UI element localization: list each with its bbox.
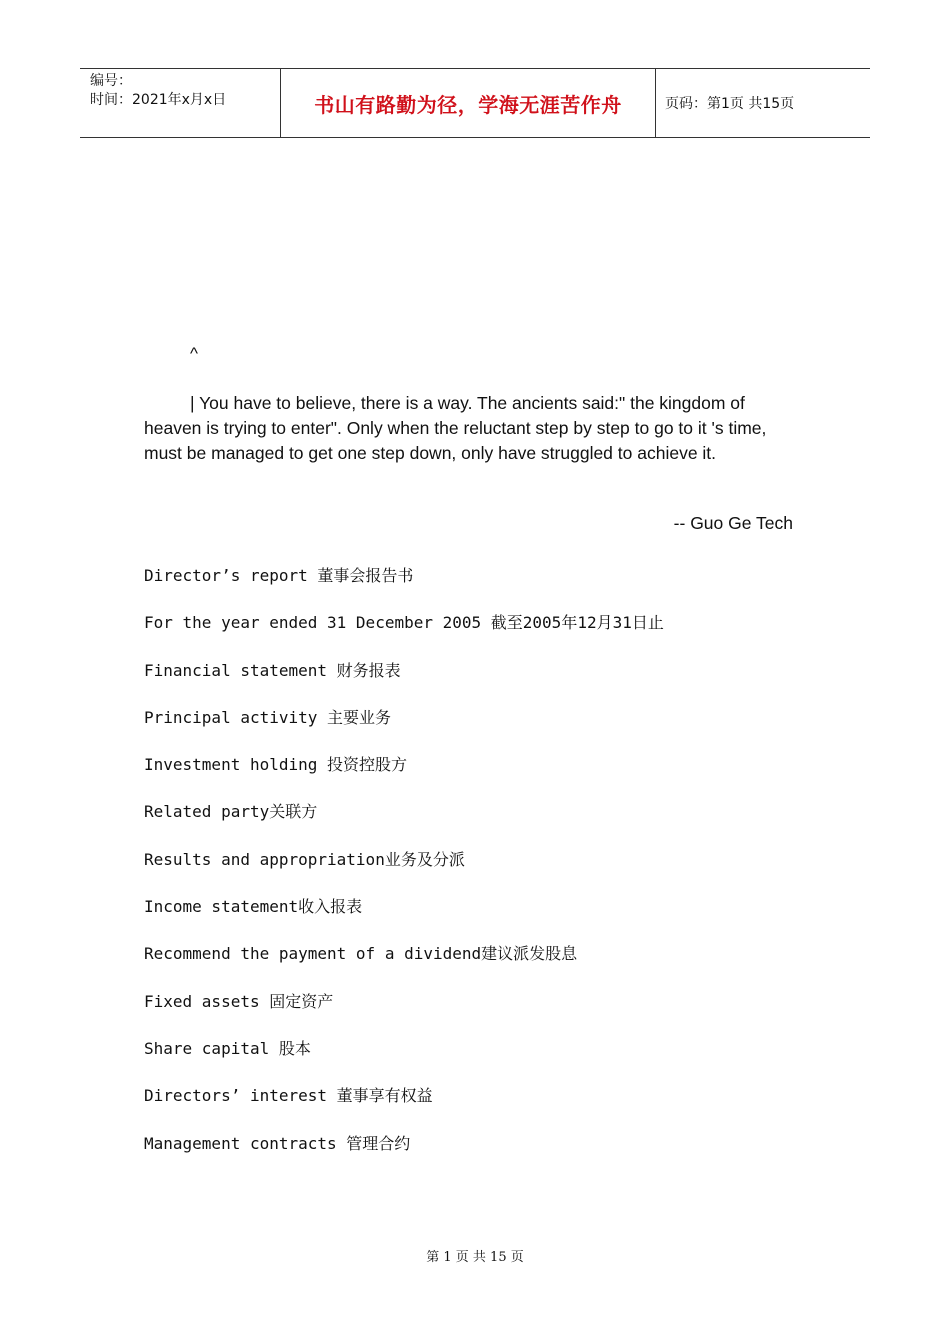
page-footer: 第 1 页 共 15 页 (426, 1250, 524, 1265)
quote-paragraph: | You have to believe, there is a way. The ancients said:" the kingdom of heaven is trying to enter". Only when the reluctant step by step to go to it 's time, must be managed to get one step down, only have struggled to achieve it. (144, 393, 767, 463)
glossary-item: Fixed assets 固定资产 (144, 991, 334, 1011)
glossary-item: Results and appropriation业务及分派 (144, 849, 465, 869)
glossary-list (144, 564, 664, 1179)
glossary-item: Directors’ interest 董事享有权益 (144, 1086, 433, 1106)
header-page-info: 页码：第1页 共15页 (665, 96, 795, 112)
glossary-item: Related party关联方 (144, 802, 318, 822)
glossary-item: Financial statement 财务报表 (144, 660, 401, 680)
glossary-item: Director’s report 董事会报告书 (144, 566, 414, 585)
document-date: 时间：2021年x月x日 (90, 92, 227, 108)
caret-mark: ^ (190, 344, 198, 363)
page-header (80, 68, 870, 138)
header-motto: 书山有路勤为径，学海无涯苦作舟 (281, 69, 656, 137)
document-number-label: 编号： (90, 73, 132, 89)
header-meta (80, 69, 281, 137)
glossary-item: Principal activity 主要业务 (144, 707, 392, 727)
glossary-item: For the year ended 31 December 2005 截至2005年12月31日止 (144, 613, 664, 633)
glossary-item: Income statement收入报表 (144, 897, 363, 917)
glossary-item: Management contracts 管理合约 (144, 1133, 411, 1153)
glossary-item: Share capital 股本 (144, 1038, 311, 1058)
quote-attribution: -- Guo Ge Tech (673, 513, 793, 533)
glossary-item: Recommend the payment of a dividend建议派发股息 (144, 944, 578, 964)
glossary-item: Investment holding 投资控股方 (144, 755, 408, 775)
